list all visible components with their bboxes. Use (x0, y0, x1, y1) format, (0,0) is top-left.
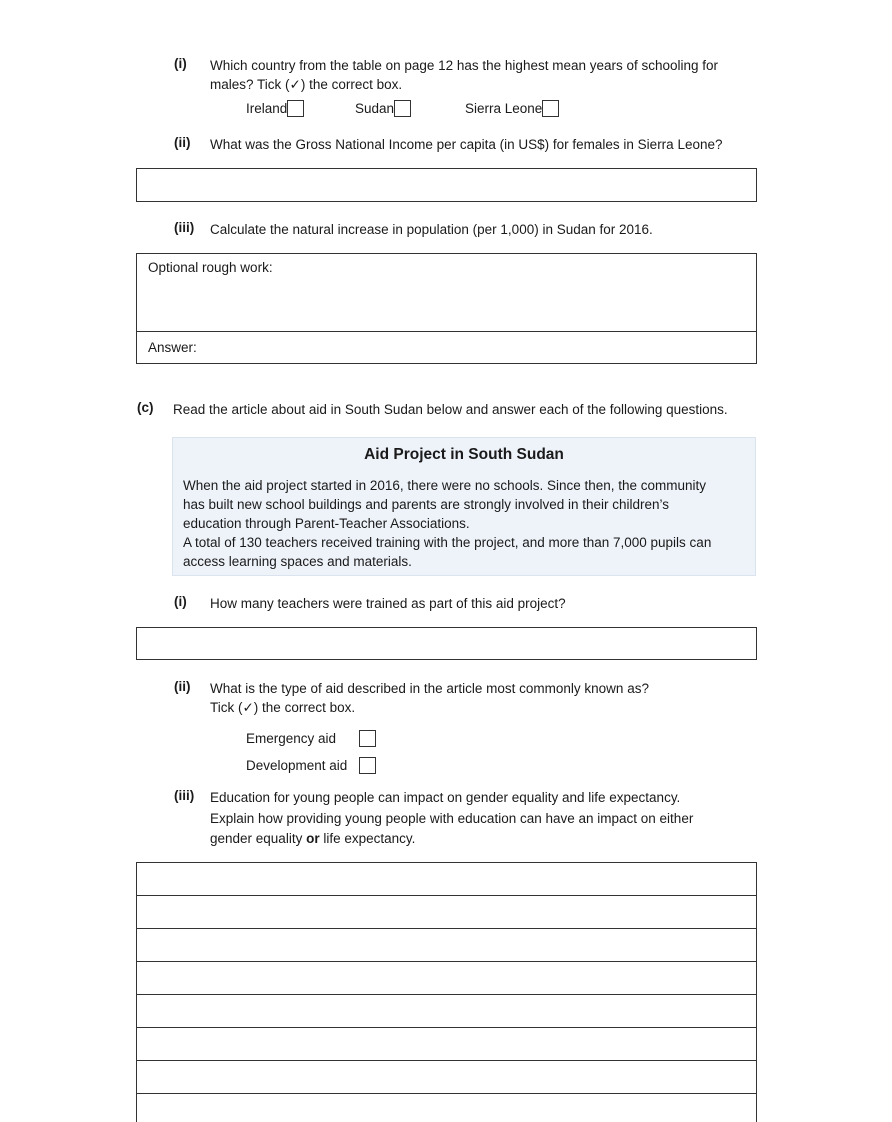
article-line: education through Parent-Teacher Associations. (183, 516, 470, 531)
rough-work-answer-box[interactable] (136, 253, 757, 364)
question-c-iii-line-3 (210, 829, 770, 850)
lined-answer-area-c-iii[interactable] (136, 862, 757, 1122)
option-sudan[interactable] (355, 100, 411, 117)
rough-work-label: Optional rough work: (148, 260, 273, 275)
option-sierra-leone-label: Sierra Leone (465, 101, 543, 116)
answer-line (137, 895, 756, 896)
option-ireland-label: Ireland (246, 101, 288, 116)
question-b-iii-text: Calculate the natural increase in population (per 1,000) in Sudan for 2016. (210, 222, 653, 237)
article-line: access learning spaces and materials. (183, 554, 412, 569)
question-b-i-text (210, 56, 770, 94)
question-c-ii-text (210, 679, 649, 717)
checkbox-ireland[interactable] (287, 100, 304, 117)
question-number-c: (c) (137, 400, 154, 415)
article-line: A total of 130 teachers received training with the project, and more than 7,000 pupils can (183, 535, 712, 550)
option-emergency-aid-label: Emergency aid (246, 731, 337, 746)
question-number-b-iii: (iii) (174, 220, 195, 235)
question-c-text: Read the article about aid in South Sudan below and answer each of the following questions. (173, 402, 728, 417)
article-line: When the aid project started in 2016, there were no schools. Since then, the community (183, 478, 707, 493)
checkbox-sudan[interactable] (394, 100, 411, 117)
line-3-bold-or: or (306, 831, 320, 846)
line-3-part-1: gender equality (210, 831, 307, 846)
answer-box-b-ii[interactable] (136, 168, 757, 202)
answer-line (137, 1060, 756, 1061)
question-number-b-i: (i) (174, 56, 187, 71)
question-b-ii-text: What was the Gross National Income per capita (in US$) for females in Sierra Leone? (210, 137, 723, 152)
answer-divider (137, 331, 756, 332)
line-3-part-2: life expectancy. (319, 831, 416, 846)
question-c-i-text: How many teachers were trained as part of this aid project? (210, 596, 566, 611)
question-c-ii-line-1: What is the type of aid described in the article most commonly known as? (210, 681, 649, 696)
option-development-aid-label: Development aid (246, 758, 348, 773)
option-sierra-leone[interactable] (465, 100, 559, 117)
article-title: Aid Project in South Sudan (364, 446, 564, 463)
article-body (183, 476, 749, 571)
question-b-i-line-1: Which country from the table on page 12 has the highest mean years of schooling for (210, 58, 719, 73)
question-number-c-i: (i) (174, 594, 187, 609)
answer-label: Answer: (148, 340, 197, 355)
question-c-iii-text (210, 788, 770, 850)
question-number-c-iii: (iii) (174, 788, 195, 803)
question-b-i-line-2: males? Tick (✓) the correct box. (210, 77, 403, 92)
answer-box-c-i[interactable] (136, 627, 757, 660)
answer-line (137, 961, 756, 962)
article-line: has built new school buildings and parents are strongly involved in their children’s (183, 497, 670, 512)
question-c-ii-line-2: Tick (✓) the correct box. (210, 700, 356, 715)
question-number-c-ii: (ii) (174, 679, 191, 694)
question-number-b-ii: (ii) (174, 135, 191, 150)
answer-line (137, 1093, 756, 1094)
article-box (172, 437, 756, 576)
answer-line (137, 928, 756, 929)
checkbox-development-aid[interactable] (359, 757, 376, 774)
checkbox-sierra-leone[interactable] (542, 100, 559, 117)
option-sudan-label: Sudan (355, 101, 395, 116)
option-ireland[interactable] (246, 100, 304, 117)
question-c-iii-line-2: Explain how providing young people with education can have an impact on either (210, 810, 694, 826)
checkbox-emergency-aid[interactable] (359, 730, 376, 747)
answer-line (137, 994, 756, 995)
answer-line (137, 1027, 756, 1028)
question-c-iii-line-1: Education for young people can impact on gender equality and life expectancy. (210, 790, 681, 805)
